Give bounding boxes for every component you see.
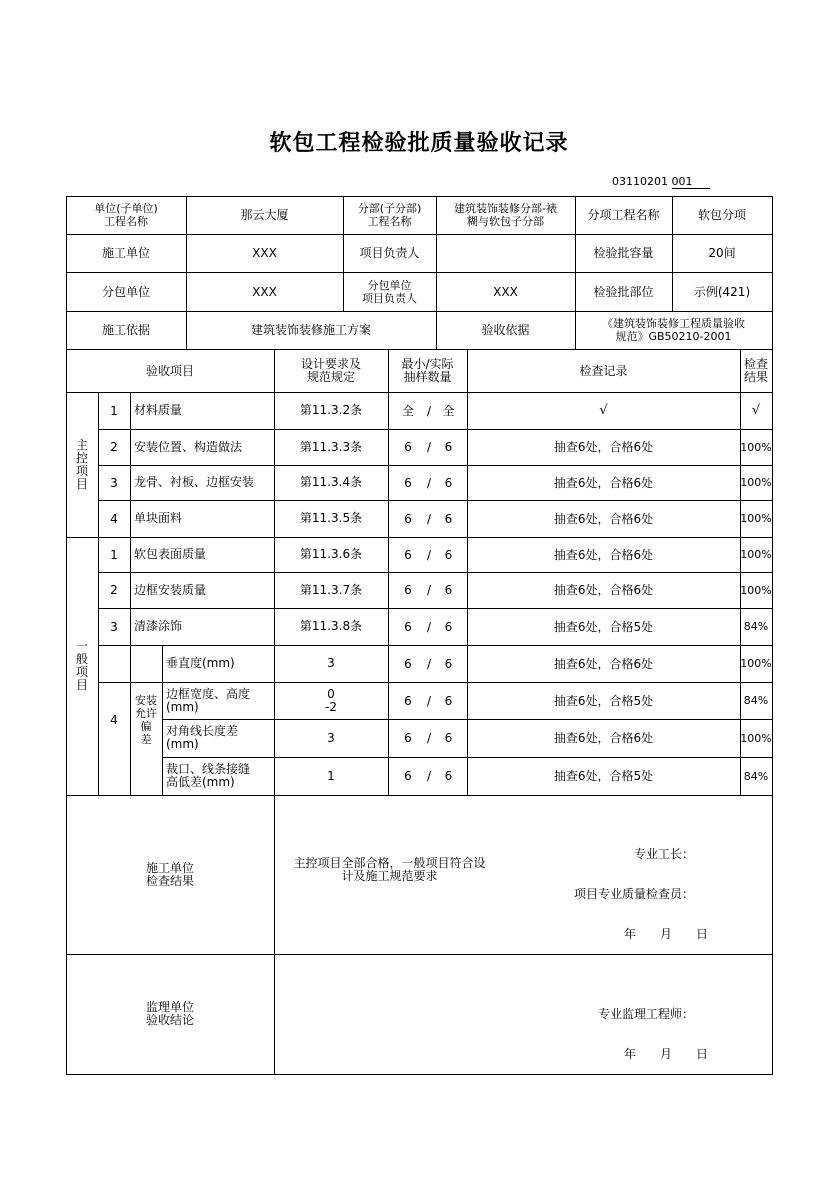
sample-min: 全: [401, 403, 414, 418]
sample-slash: /: [426, 769, 432, 783]
sample-actual: 6: [444, 475, 453, 490]
check-record: 抽查6处，合格6处: [553, 547, 654, 562]
sample-slash: /: [426, 440, 432, 454]
check-result-label: 施工单位 检查结果: [145, 860, 194, 888]
division-label: 分部(子分部) 工程名称: [357, 202, 422, 228]
sample-slash: /: [426, 403, 432, 418]
contractor-label: 施工单位: [101, 246, 150, 260]
check-result: 100%: [740, 731, 772, 745]
check-result: 84%: [743, 620, 769, 633]
check-record: 抽查6处，合格6处: [553, 475, 654, 490]
item-name: 安装位置、构造做法: [134, 439, 243, 454]
supervision-date: 年 月 日: [623, 1047, 708, 1061]
sample-slash: /: [426, 583, 432, 597]
item-no: 1: [110, 403, 118, 418]
code-prefix: 03110201: [612, 175, 668, 188]
check-record: 抽查6处，合格6处: [553, 440, 654, 454]
pm-label: 项目负责人: [359, 246, 420, 260]
sample-actual: 6: [444, 619, 453, 634]
pm-value: [436, 234, 575, 272]
sample-min: 6: [404, 693, 412, 708]
tolerance-no: 4: [110, 713, 118, 727]
item-design: 第11.3.5条: [299, 511, 363, 525]
item-name: 裁口、线条接缝 高低差(mm): [166, 762, 251, 789]
inspector-signature: 项目专业质量检查员：: [573, 887, 694, 901]
item-name: 边框宽度、高度 (mm): [166, 686, 251, 714]
supervision-engineer: 专业监理工程师：: [597, 1007, 694, 1021]
grid-line: [274, 795, 275, 1075]
supervision-label: 监理单位 验收结论: [145, 1000, 194, 1027]
check-result: 100%: [740, 548, 772, 561]
sample-actual: 6: [444, 769, 453, 783]
sub-pm-label: 分包单位 项目负责人: [362, 278, 417, 305]
sample-slash: /: [426, 547, 432, 562]
item-name: 龙骨、衬板、边框安装: [134, 475, 255, 489]
sample-min: 6: [404, 475, 412, 490]
unit-label: 单位(子单位) 工程名称: [94, 202, 158, 228]
sample-slash: /: [426, 731, 432, 745]
item-no: 2: [110, 440, 118, 454]
item-design: 1: [327, 768, 335, 783]
basis-value: 建筑装饰装修施工方案: [250, 323, 371, 337]
item-name: 对角线长度差 (mm): [166, 724, 239, 751]
check-record: 抽查6处，合格6处: [553, 731, 654, 745]
check-result: 100%: [740, 476, 772, 489]
sample-min: 6: [404, 656, 412, 671]
item-design: 3: [327, 656, 335, 670]
check-record: 抽查6处，合格5处: [553, 769, 654, 783]
item-design: 第11.3.3条: [299, 439, 363, 454]
foreman-signature: 专业工长：: [633, 847, 694, 861]
sample-actual: 6: [444, 731, 453, 745]
sample-slash: /: [426, 511, 432, 526]
accept-basis-value: 《建筑装饰装修工程质量验收 规范》GB50210-2001: [602, 317, 745, 343]
sample-actual: 6: [444, 693, 453, 708]
basis-label: 施工依据: [101, 323, 150, 337]
code-suffix: 001: [672, 175, 710, 189]
col-design: 设计要求及 规范规定: [300, 356, 361, 384]
item-no: 3: [110, 475, 118, 490]
item-name: 单块面料: [134, 511, 183, 525]
tolerance-group-label: 安装 允许 偏 差: [135, 694, 157, 746]
col-result: 检查 结果: [743, 356, 768, 384]
check-result: 100%: [740, 583, 772, 597]
check-result: 100%: [740, 512, 772, 525]
item-no: 1: [110, 547, 118, 562]
sample-min: 6: [404, 731, 412, 745]
sample-min: 6: [404, 440, 412, 454]
check-record: 抽查6处，合格6处: [553, 583, 654, 597]
grid-line: [772, 196, 773, 1075]
item-name: 软包表面质量: [134, 547, 207, 561]
col-record: 检查记录: [579, 363, 628, 378]
col-item: 验收项目: [145, 363, 194, 378]
item-name: 垂直度(mm): [166, 656, 235, 670]
item-no: 3: [110, 619, 118, 634]
item-design: 0 -2: [325, 686, 337, 714]
item-name: 边框安装质量: [134, 582, 207, 597]
record-code: [612, 175, 710, 189]
location-value: 示例(421): [693, 284, 751, 299]
sample-min: 6: [404, 511, 412, 526]
item-name: 材料质量: [134, 403, 183, 417]
capacity-label: 检验批容量: [593, 246, 654, 260]
contractor-value: XXX: [252, 246, 277, 260]
item-design: 第11.3.2条: [299, 403, 363, 417]
page-title: 软包工程检验批质量验收记录: [269, 130, 569, 156]
sample-min: 6: [404, 619, 412, 634]
sample-actual: 6: [444, 440, 453, 454]
item-no: 2: [110, 583, 118, 597]
division-value: 建筑装饰装修分部-裱 糊与软包子分部: [454, 202, 557, 228]
sample-actual: 6: [444, 656, 453, 671]
sample-min: 6: [404, 547, 412, 562]
check-result: √: [751, 402, 761, 418]
capacity-value: 20间: [708, 246, 736, 260]
check-date: 年 月 日: [623, 927, 708, 941]
sample-actual: 6: [444, 547, 453, 562]
unit-value: 那云大厦: [240, 208, 289, 222]
sample-slash: /: [426, 619, 432, 634]
sample-actual: 6: [444, 511, 453, 526]
general-group-label: 一 般 项 目: [75, 639, 88, 692]
check-result: 100%: [740, 657, 772, 670]
sample-slash: /: [426, 693, 432, 708]
sample-min: 6: [404, 769, 412, 783]
sample-actual: 全: [442, 403, 455, 418]
col-sample: 最小/实际 抽样数量: [401, 356, 454, 384]
item-design: 第11.3.4条: [299, 475, 363, 489]
main-group-label: 主 控 项 目: [75, 437, 88, 491]
sample-actual: 6: [444, 583, 453, 597]
check-result: 84%: [743, 769, 769, 783]
check-result: 100%: [740, 440, 772, 454]
sub-pm-value: XXX: [493, 284, 518, 299]
item-no: 4: [110, 511, 118, 526]
check-record: √: [599, 402, 608, 418]
check-result: 84%: [743, 694, 769, 707]
grid-line: [66, 1074, 773, 1075]
sample-slash: /: [426, 475, 432, 490]
check-record: 抽查6处，合格6处: [553, 656, 654, 671]
item-design: 第11.3.6条: [299, 547, 363, 561]
location-label: 检验批部位: [593, 284, 654, 299]
check-record: 抽查6处，合格6处: [553, 511, 654, 526]
sample-slash: /: [426, 656, 432, 671]
subcontractor-label: 分包单位: [101, 284, 150, 299]
subcontractor-value: XXX: [252, 284, 277, 299]
subitem-label: 分项工程名称: [587, 208, 660, 222]
item-design: 第11.3.8条: [299, 619, 363, 633]
check-record: 抽查6处，合格5处: [553, 693, 654, 708]
check-conclusion: 主控项目全部合格，一般项目符合设 计及施工规范要求: [293, 856, 486, 883]
subitem-value: 软包分项: [697, 208, 746, 222]
item-design: 3: [327, 730, 335, 745]
check-record: 抽查6处，合格5处: [553, 619, 654, 634]
item-name: 清漆涂饰: [134, 619, 183, 633]
item-design: 第11.3.7条: [299, 582, 363, 597]
accept-basis-label: 验收依据: [481, 323, 530, 337]
sample-min: 6: [404, 583, 412, 597]
